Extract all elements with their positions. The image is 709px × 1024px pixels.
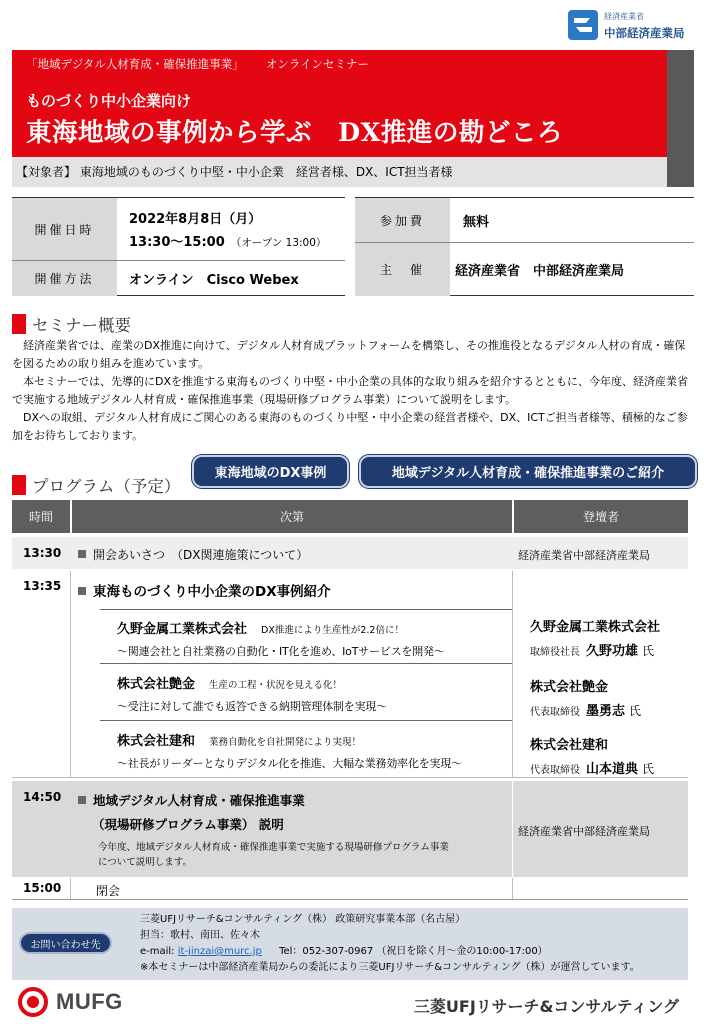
date-label: 開催日時 [12,198,117,260]
case-divider [100,720,512,721]
meti-logo-ministry: 経済産業省 [604,12,644,21]
speaker-name: 久野功雄 [586,644,639,659]
row-agenda-text: 地域デジタル人材育成・確保推進事業 [93,793,305,808]
header-time: 時間 [12,500,70,533]
speaker-name-line [530,758,654,777]
page-title: 東海地域の事例から学ぶ DX推進の勘どころ [26,118,563,148]
title-banner [12,50,667,157]
program-heading-text: プログラム（予定） [32,477,181,496]
meti-logo-bureau: 中部経済産業局 [604,26,685,40]
mufg-logo-icon [18,987,48,1017]
row-time: 13:30 [23,546,62,560]
speaker-company: 株式会社建和 [530,738,609,753]
date-row [12,198,345,260]
row-time: 13:35 [23,579,62,593]
case-description: 〜受注に対して誰でも返答できる納期管理体制を実現〜 [117,700,387,713]
contact-tel: Tel：052-307-0967 （祝日を除く月〜金の10:00-17:00） [279,946,548,957]
event-open: （オープン 13:00） [230,237,327,249]
method-row [12,260,345,296]
banner-series [26,56,391,72]
fee-label: 参加費 [355,198,450,242]
header-speaker: 登壇者 [514,500,688,533]
contact-lines [140,912,640,976]
method-label: 開催方法 [12,261,117,296]
row-agenda [78,791,305,809]
case-tagline: 業務自動化を自社開発により実現！ [209,737,362,748]
column-divider [512,781,513,877]
header-agenda: 次第 [72,500,512,533]
row-agenda-sub: （現場研修プログラム事業） 説明 [92,817,284,832]
table-row [12,878,688,900]
case-company: 久野金属工業株式会社 [117,622,248,637]
column-divider [70,571,71,777]
banner-side-bar [667,50,694,187]
case-company: 株式会社建和 [117,734,196,749]
row-speaker: 経済産業省中部経済産業局 [518,825,650,838]
email-link[interactable]: it-jinzai@murc.jp [177,946,262,957]
speaker-company: 久野金属工業株式会社 [530,620,661,635]
mufg-logo [18,987,123,1017]
target-audience: 【対象者】 東海地域のものづくり中堅・中小企業 経営者様、DX、ICT担当者様 [12,157,667,187]
speaker-company: 株式会社艶金 [530,680,609,695]
speaker-honorific: 氏 [642,644,655,658]
speaker-name-line [530,700,641,719]
program-intro-button[interactable]: 地域デジタル人材育成・確保推進事業のご紹介 [359,455,697,488]
overview-paragraph: 本セミナーでは、先導的にDXを推進する東海ものづくり中堅・中小企業の具体的な取り組みを紹介するとともに、今年度、経済産業省で実施する地域デジタル人材育成・確保推進事業（現場研修プログラム事業）について説明をします。 [12,375,689,406]
column-divider [70,878,71,899]
row-note-line: について説明します。 [98,857,193,868]
case-description: 〜関連会社と自社業務の自動化・IT化を進め、IoTサービスを開発〜 [117,645,445,658]
series-name: 「地域デジタル人材育成・確保推進事業」 [26,57,244,71]
bullet-square [78,796,86,804]
case-company: 株式会社艶金 [117,677,196,692]
host-row [355,242,694,296]
meti-logo [566,8,706,44]
row-agenda [78,580,331,600]
bullet-square [78,587,86,595]
column-divider [512,878,513,899]
host-value: 経済産業省 中部経済産業局 [455,264,625,279]
meti-logo-icon [566,8,600,42]
speaker-role: 取締役社長 [530,647,580,658]
event-date: 2022年8月8日（月） [129,212,262,227]
overview-text [12,337,694,445]
speaker-role: 代表取締役 [530,707,580,718]
speaker-name: 山本道典 [586,762,639,777]
fee-row [355,198,694,242]
speaker-name: 墨勇志 [586,704,626,719]
heading-marker [12,314,26,334]
row-time: 14:50 [23,790,62,804]
contact-box [12,908,688,980]
case-item [117,673,387,714]
event-time: 13:30〜15:00 [129,235,225,250]
row-speaker: 経済産業省中部経済産業局 [518,549,650,562]
row-time: 15:00 [23,881,62,895]
contact-button[interactable]: お問い合わせ先 [19,932,112,954]
mufg-wordmark: MUFG [56,989,123,1014]
heading-marker [12,475,26,495]
overview-heading-text: セミナー概要 [32,316,131,335]
column-divider [512,571,513,777]
case-tagline: DX推進により生産性が2.2倍に！ [261,625,404,636]
speaker-name-line [530,640,654,659]
case-item [117,730,462,771]
fee-value: 無料 [463,214,490,230]
overview-heading [12,313,131,335]
overview-paragraph: 経済産業省では、産業のDX推進に向けて、デジタル人材育成プラットフォームを構築し、その推進役となるデジタル人材の育成・確保を図るための取り組みを進めています。 [12,339,686,370]
row-agenda [78,546,308,563]
info-table-right [355,197,694,296]
row-note [98,840,449,870]
email-label: e-mail: [140,946,175,957]
program-heading [12,474,180,496]
speaker-honorific: 氏 [642,762,655,776]
row-agenda: 閉会 [96,884,121,898]
contact-email-line [140,944,640,960]
contact-note: ※本セミナーは中部経済産業局からの委託により三菱UFJリサーチ&コンサルティング（株）が運営しています。 [140,962,640,973]
date-value [129,198,326,260]
table-row [12,781,688,877]
banner-subtitle: ものづくり中小企業向け [26,92,192,110]
row-agenda-text: 開会あいさつ （DX関連施策について） [93,548,309,562]
series-format: オンラインセミナー [265,57,369,71]
case-item [117,618,445,659]
info-table-left [12,197,345,296]
bullet-square [78,550,86,558]
overview-paragraph: DXへの取組、デジタル人材育成にご関心のある東海のものづくり中堅・中小企業の経営者様や、DX、ICTご担当者様等、積極的なご参加をお待ちしております。 [12,411,688,442]
host-label: 主 催 [355,243,450,296]
case-divider [100,663,512,664]
table-row [12,537,688,569]
row-agenda-text: 東海ものづくり中小企業のDX事例紹介 [93,584,331,600]
case-description: 〜社長がリーダーとなりデジタル化を推進、大幅な業務効率化を実現〜 [117,757,462,770]
contact-staff: 担当：歌村、南田、佐々木 [140,930,260,941]
case-divider [100,609,512,610]
dx-cases-button[interactable]: 東海地域のDX事例 [192,455,349,488]
speaker-role: 代表取締役 [530,765,580,776]
speaker-honorific: 氏 [629,704,642,718]
method-value: オンライン Cisco Webex [129,273,299,288]
row-note-line: 今年度、地域デジタル人材育成・確保推進事業で実施する現場研修プログラム事業 [98,842,449,853]
contact-org: 三菱UFJリサーチ&コンサルティング（株） 政策研究事業本部（名古屋） [140,914,466,925]
event-time-line [129,231,326,250]
murc-logo: 三菱UFJリサーチ&コンサルティング [413,997,679,1016]
case-tagline: 生産の工程・状況を見える化！ [209,680,343,691]
